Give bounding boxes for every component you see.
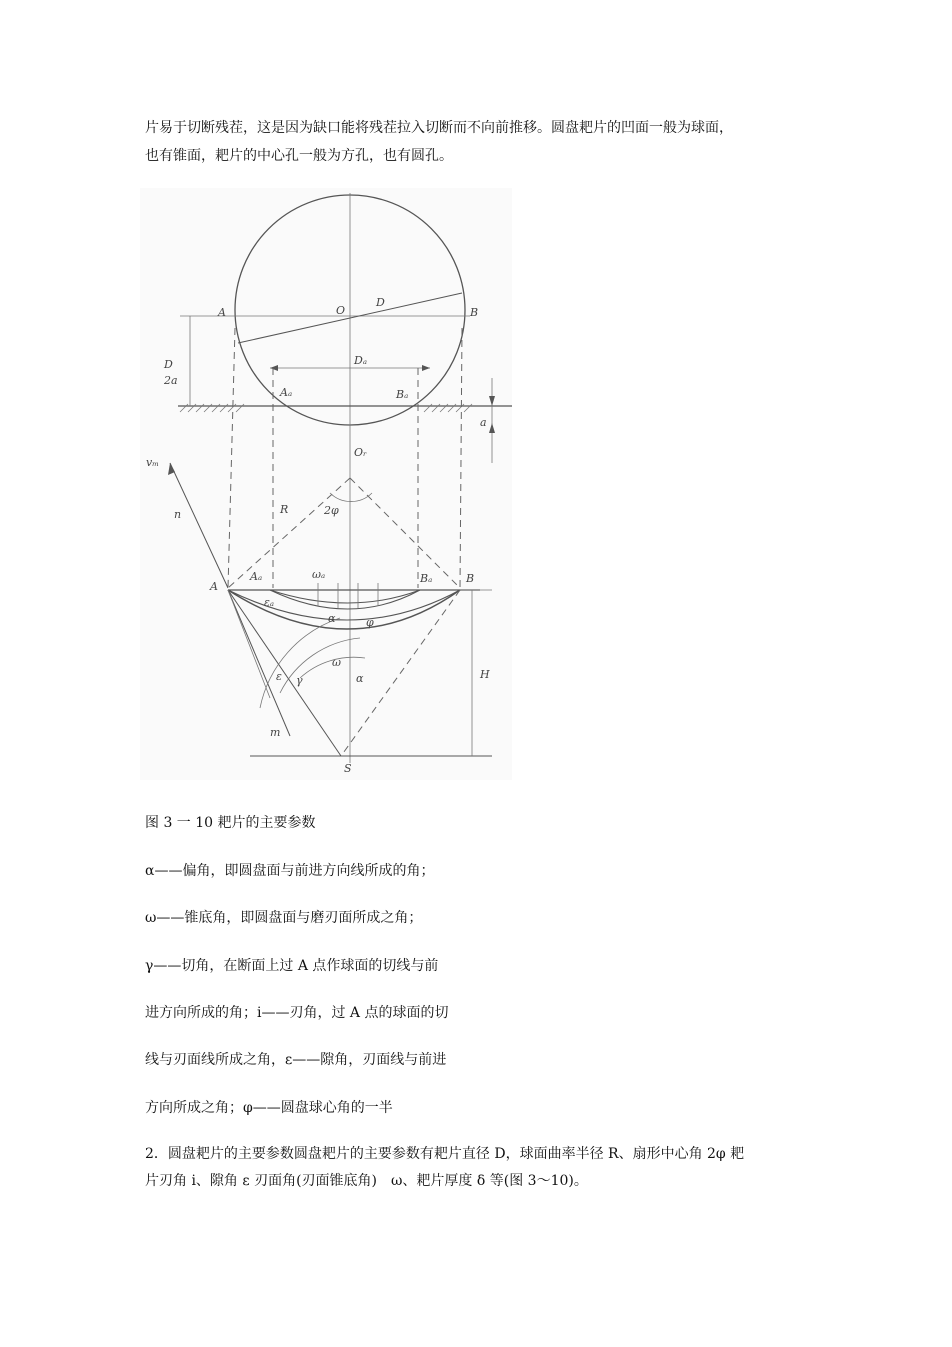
closing-line-2: 片刃角 i、隙角 ε 刃面角(刃面锥底角) ω、耙片厚度 δ 等(图 3～10)。 [145, 1173, 588, 1189]
label-D-frac-den: 2a [164, 374, 178, 387]
label-A-lower: A [210, 580, 218, 593]
label-B: B [470, 306, 479, 319]
definition-alpha: α——偏角，即圆盘面与前进方向线所成的角； [145, 863, 435, 879]
figure-caption: 图 3 一 10 耙片的主要参数 [145, 815, 316, 831]
label-phi: φ [366, 616, 374, 629]
intro-line-1: 片易于切断残茬，这是因为缺口能将残茬拉入切断而不向前推移。圆盘耙片的凹面一般为球面， [145, 120, 733, 136]
label-eps-a: εₐ [264, 596, 275, 609]
label-A: A [218, 306, 226, 319]
label-H: H [480, 668, 490, 681]
label-Oc: Oᵣ [354, 446, 367, 459]
label-omega: ω [332, 656, 341, 669]
definition-phi: 方向所成之角；φ——圆盘球心角的一半 [145, 1100, 393, 1116]
definition-eps: 线与刃面线所成之角，ε——隙角，刃面线与前进 [145, 1052, 447, 1068]
label-O: O [336, 304, 346, 317]
label-Aa: Aₐ [280, 386, 293, 399]
label-Ba: Bₐ [396, 388, 409, 401]
label-Aa-lower: Aₐ [250, 570, 263, 583]
label-B-lower: B [466, 572, 475, 585]
label-R: R [280, 503, 289, 516]
label-gamma: γ [296, 674, 303, 687]
label-2phi: 2φ [324, 504, 339, 517]
label-alpha: α [328, 612, 336, 625]
definition-i: 进方向所成的角；i——刃角，过 A 点的球面的切 [145, 1005, 449, 1021]
label-vm: vₘ [146, 456, 159, 469]
disc-harrow-figure [140, 188, 512, 780]
label-omega-a: ωₐ [312, 568, 326, 581]
label-m: m [270, 726, 281, 739]
label-Da: Dₐ [354, 354, 367, 367]
definition-omega: ω——锥底角，即圆盘面与磨刃面所成之角； [145, 910, 423, 926]
closing-line-1: 2．圆盘耙片的主要参数圆盘耙片的主要参数有耙片直径 D，球面曲率半径 R、扇形中心角 2φ 耙 [145, 1146, 745, 1162]
label-D: D [376, 296, 385, 309]
definition-gamma: γ——切角，在断面上过 A 点作球面的切线与前 [145, 958, 439, 974]
label-D-frac-num: D [164, 358, 173, 371]
intro-line-2: 也有锥面，耙片的中心孔一般为方孔，也有圆孔。 [145, 148, 453, 164]
label-Ba-lower: Bₐ [420, 572, 433, 585]
label-n: n [174, 508, 182, 521]
label-S: S [344, 762, 352, 775]
label-eps: ε [276, 670, 282, 683]
label-alpha-2: α [356, 672, 364, 685]
label-a: a [480, 416, 487, 429]
